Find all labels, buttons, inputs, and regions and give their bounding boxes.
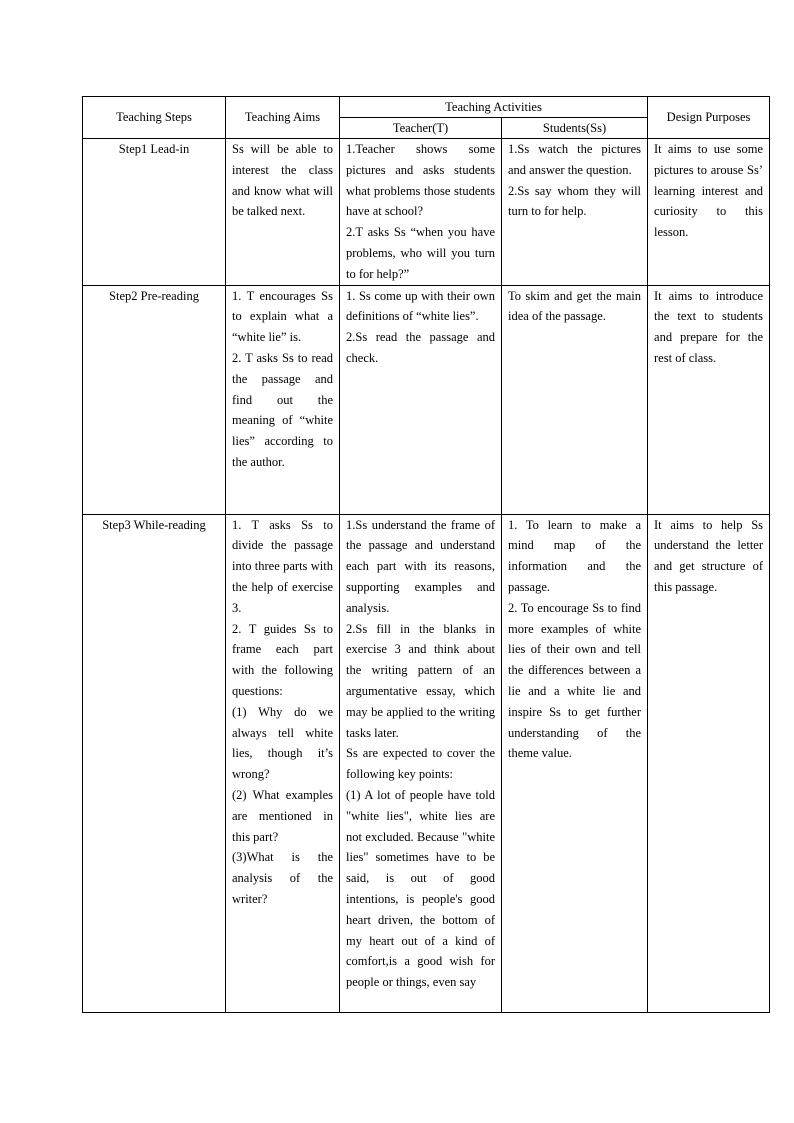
students-cell	[502, 285, 648, 514]
header-teaching-steps: Teaching Steps	[83, 97, 226, 139]
teacher-text: (1) A lot of people have told "white lies", white lies are not excluded. Because "white lies" sometimes have to be said, is out of good intentions, is people's good heart driven, the bottom of my heart out of a kind of comfort,is a good wish for people or things, even say	[346, 787, 495, 990]
aims-text: 2. T guides Ss to frame each part with the following questions:	[232, 621, 333, 698]
teacher-cell	[340, 514, 502, 1012]
purposes-cell	[648, 514, 770, 1012]
students-cell	[502, 139, 648, 286]
header-students: Students(Ss)	[502, 118, 648, 139]
header-teaching-aims: Teaching Aims	[226, 97, 340, 139]
aims-text: 1. T asks Ss to divide the passage into three parts with the help of exercise 3.	[232, 517, 333, 615]
teacher-text: 1.Teacher shows some pictures and asks students what problems those students have at school?	[346, 142, 495, 219]
students-cell	[502, 514, 648, 1012]
students-text: 1.Ss watch the pictures and answer the question.	[508, 142, 642, 177]
aims-cell	[226, 514, 340, 1012]
aims-text: (3)What is the analysis of the writer?	[232, 850, 333, 906]
step-cell: Step2 Pre-reading	[83, 285, 226, 514]
teacher-text: 2.T asks Ss “when you have problems, who will you turn to for help?”	[346, 225, 495, 281]
purposes-text: It aims to introduce the text to students and prepare for the rest of class.	[654, 288, 764, 365]
step-cell: Step1 Lead-in	[83, 139, 226, 286]
students-text: 2. To encourage Ss to find more examples of white lies of their own and tell the differences between a lie and a white lie and inspire Ss to get further understanding of the theme value.	[508, 600, 642, 761]
lesson-plan-table	[82, 96, 770, 1013]
teacher-text: 2.Ss read the passage and check.	[346, 330, 495, 365]
purposes-cell	[648, 285, 770, 514]
purposes-text: It aims to use some pictures to arouse Ss’ learning interest and curiosity to this lesson.	[654, 142, 764, 240]
teacher-text: 1. Ss come up with their own definitions of “white lies”.	[346, 288, 495, 324]
students-text: 1. To learn to make a mind map of the information and the passage.	[508, 517, 642, 594]
purposes-cell	[648, 139, 770, 286]
teacher-cell	[340, 139, 502, 286]
students-text: To skim and get the main idea of the passage.	[508, 288, 642, 324]
purposes-text: It aims to help Ss understand the letter and get structure of this passage.	[654, 517, 764, 594]
aims-cell	[226, 285, 340, 514]
teacher-text: 1.Ss understand the frame of the passage and understand each part with its reasons, supporting examples and analysis.	[346, 517, 495, 615]
aims-text: Ss will be able to interest the class and know what will be talked next.	[232, 142, 333, 219]
header-teacher: Teacher(T)	[340, 118, 502, 139]
teacher-cell	[340, 285, 502, 514]
teacher-text: Ss are expected to cover the following key points:	[346, 746, 495, 782]
table-row	[83, 285, 770, 514]
header-teaching-activities: Teaching Activities	[340, 97, 648, 118]
aims-cell	[226, 139, 340, 286]
students-text: 2.Ss say whom they will turn to for help.	[508, 183, 642, 219]
table-row	[83, 514, 770, 1012]
step-cell: Step3 While-reading	[83, 514, 226, 1012]
aims-text: 1. T encourages Ss to explain what a “white lie” is.	[232, 288, 333, 345]
table-row	[83, 139, 770, 286]
aims-text: 2. T asks Ss to read the passage and find out the meaning of “white lies” according to the author.	[232, 350, 333, 469]
aims-text: (2) What examples are mentioned in this part?	[232, 787, 333, 844]
header-design-purposes: Design Purposes	[648, 97, 770, 139]
aims-text: (1) Why do we always tell white lies, though it’s wrong?	[232, 704, 333, 782]
teacher-text: 2.Ss fill in the blanks in exercise 3 and think about the writing pattern of an argumentative essay, which may be applied to the writing tasks later.	[346, 621, 495, 740]
